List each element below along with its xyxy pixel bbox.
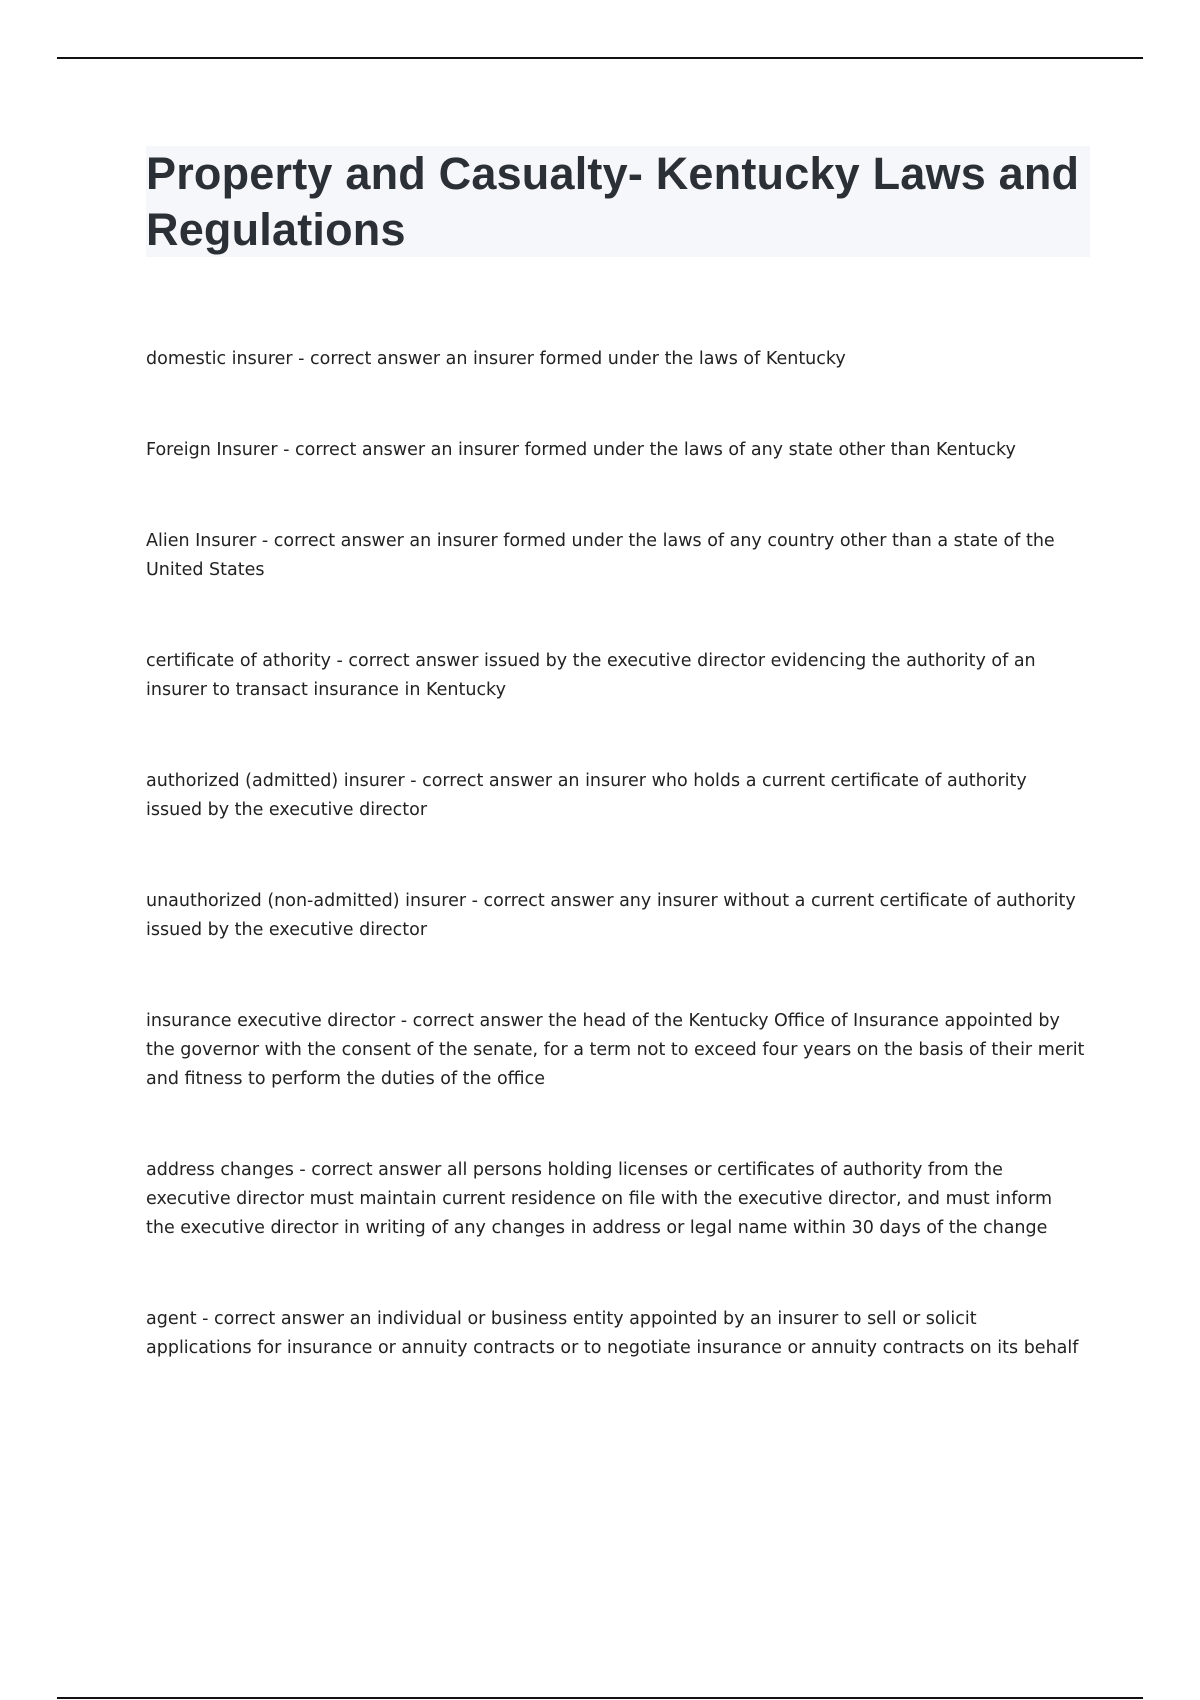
bottom-rule bbox=[57, 1697, 1143, 1699]
flashcard-authorized-insurer: authorized (admitted) insurer - correct answer an insurer who holds a current certificate of authority issued by the executive director bbox=[146, 771, 1027, 820]
document-title: Property and Casualty- Kentucky Laws and Regulations bbox=[146, 148, 1080, 255]
flashcard-unauthorized-insurer: unauthorized (non-admitted) insurer - correct answer any insurer without a current certificate of authority issued by the executive director bbox=[146, 891, 1076, 940]
flashcard-address-changes: address changes - correct answer all persons holding licenses or certificates of authority from the executive director must maintain current residence on file with the executive director, and must inform the executive director in writing of any changes in address or legal name within 30 days of the change bbox=[146, 1160, 1053, 1238]
flashcard-insurance-executive-director: insurance executive director - correct answer the head of the Kentucky Office of Insurance appointed by the governor with the consent of the senate, for a term not to exceed four years on the basis of their merit and fitness to perform the duties of the office bbox=[146, 1011, 1085, 1089]
flashcard-domestic-insurer: domestic insurer - correct answer an insurer formed under the laws of Kentucky bbox=[146, 349, 846, 369]
flashcard-alien-insurer: Alien Insurer - correct answer an insurer formed under the laws of any country other than a state of the United States bbox=[146, 531, 1055, 580]
flashcard-list bbox=[146, 345, 1086, 1363]
top-rule bbox=[57, 57, 1143, 59]
flashcard-certificate-of-authority: certificate of athority - correct answer issued by the executive director evidencing the authority of an insurer to transact insurance in Kentucky bbox=[146, 651, 1036, 700]
flashcard-foreign-insurer: Foreign Insurer - correct answer an insurer formed under the laws of any state other than Kentucky bbox=[146, 440, 1016, 460]
flashcard-agent: agent - correct answer an individual or business entity appointed by an insurer to sell or solicit applications for insurance or annuity contracts or to negotiate insurance or annuity contracts on its behalf bbox=[146, 1309, 1079, 1358]
